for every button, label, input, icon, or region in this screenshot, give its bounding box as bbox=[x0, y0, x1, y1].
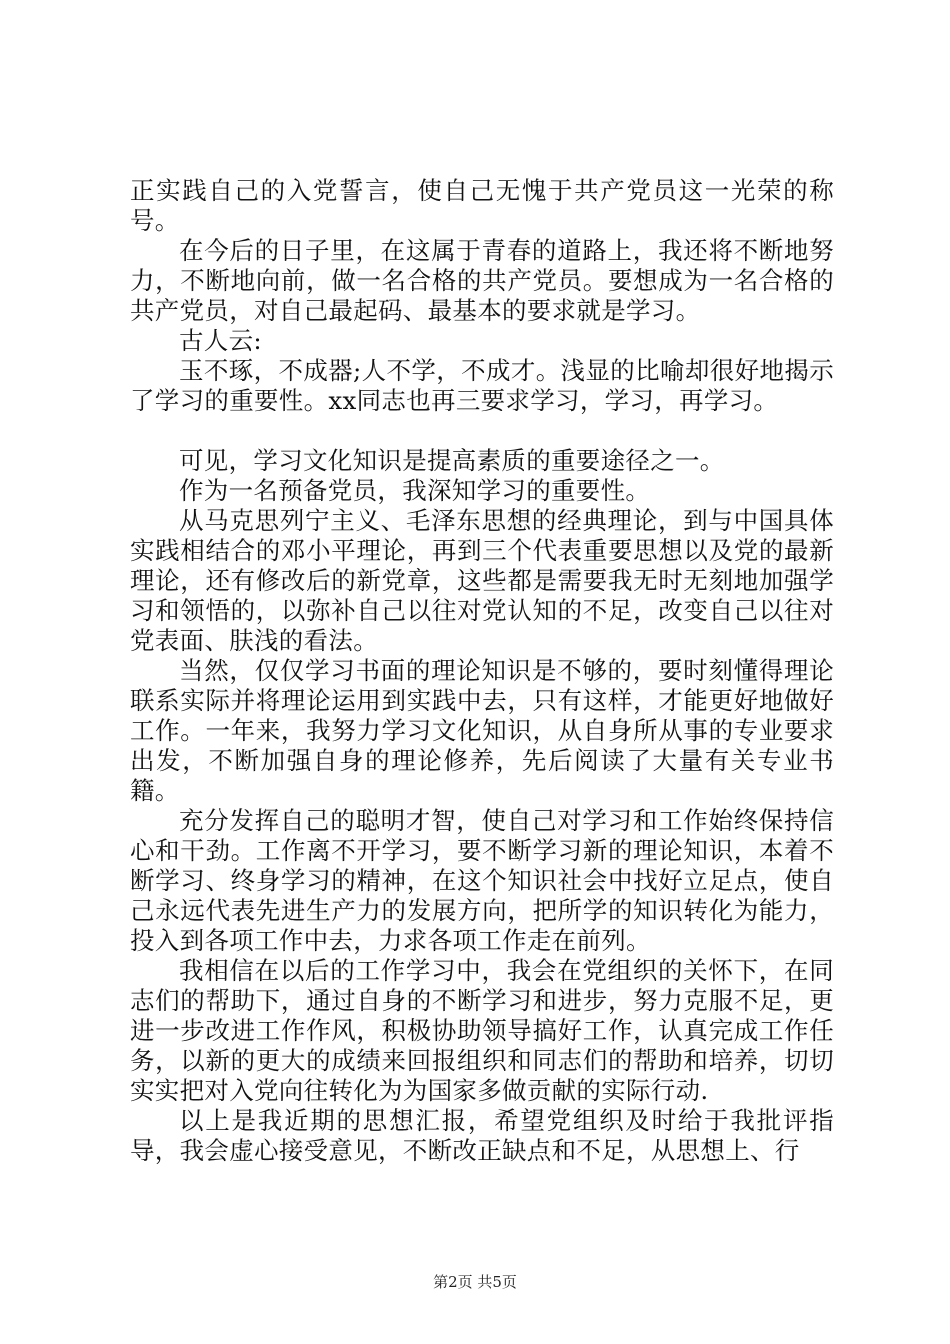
paragraph: 可见，学习文化知识是提高素质的重要途径之一。 bbox=[179, 446, 725, 475]
paragraph: 在今后的日子里，在这属于青春的道路上，我还将不断地努力，不断地向前，做一名合格的共产党员。要想成为一名合格的共产党员，对自己最起码、最基本的要求就是学习。 bbox=[130, 236, 834, 325]
paragraph: 作为一名预备党员，我深知学习的重要性。 bbox=[179, 476, 651, 505]
document-body bbox=[130, 176, 834, 1166]
paragraph: 当然，仅仅学习书面的理论知识是不够的，要时刻懂得理论联系实际并将理论运用到实践中去，只有这样，才能更好地做好工作。一年来，我努力学习文化知识，从自身所从事的专业要求出发，不断加强自身的理论修养，先后阅读了大量有关专业书籍。 bbox=[130, 656, 834, 805]
paragraph: 古人云: bbox=[179, 326, 262, 355]
paragraph: 从马克思列宁主义、毛泽东思想的经典理论，到与中国具体实践相结合的邓小平理论，再到三个代表重要思想以及党的最新理论，还有修改后的新党章，这些都是需要我无时无刻地加强学习和领悟的，以弥补自己以往对党认知的不足，改变自己以往对党表面、肤浅的看法。 bbox=[130, 506, 834, 655]
paragraph: 充分发挥自己的聪明才智，使自己对学习和工作始终保持信心和干劲。工作离不开学习，要不断学习新的理论知识，本着不断学习、终身学习的精神，在这个知识社会中找好立足点，使自己永远代表先进生产力的发展方向，把所学的知识转化为能力，投入到各项工作中去，力求各项工作走在前列。 bbox=[130, 806, 834, 955]
paragraph: 玉不琢，不成器;人不学，不成才。浅显的比喻却很好地揭示了学习的重要性。xx同志也再三要求学习，学习，再学习。 bbox=[130, 356, 834, 415]
paragraph: 我相信在以后的工作学习中，我会在党组织的关怀下，在同志们的帮助下，通过自身的不断学习和进步，努力克服不足，更进一步改进工作作风，积极协助领导搞好工作，认真完成工作任务，以新的更大的成绩来回报组织和同志们的帮助和培养，切切实实把对入党向往转化为为国家多做贡献的实际行动. bbox=[130, 956, 834, 1105]
paragraph: 正实践自己的入党誓言，使自己无愧于共产党员这一光荣的称号。 bbox=[130, 176, 834, 235]
page-footer: 第2页 共5页 bbox=[433, 1273, 517, 1291]
paragraph-spacer bbox=[130, 416, 834, 446]
paragraph: 以上是我近期的思想汇报，希望党组织及时给于我批评指导，我会虚心接受意见，不断改正缺点和不足，从思想上、行 bbox=[130, 1106, 834, 1165]
